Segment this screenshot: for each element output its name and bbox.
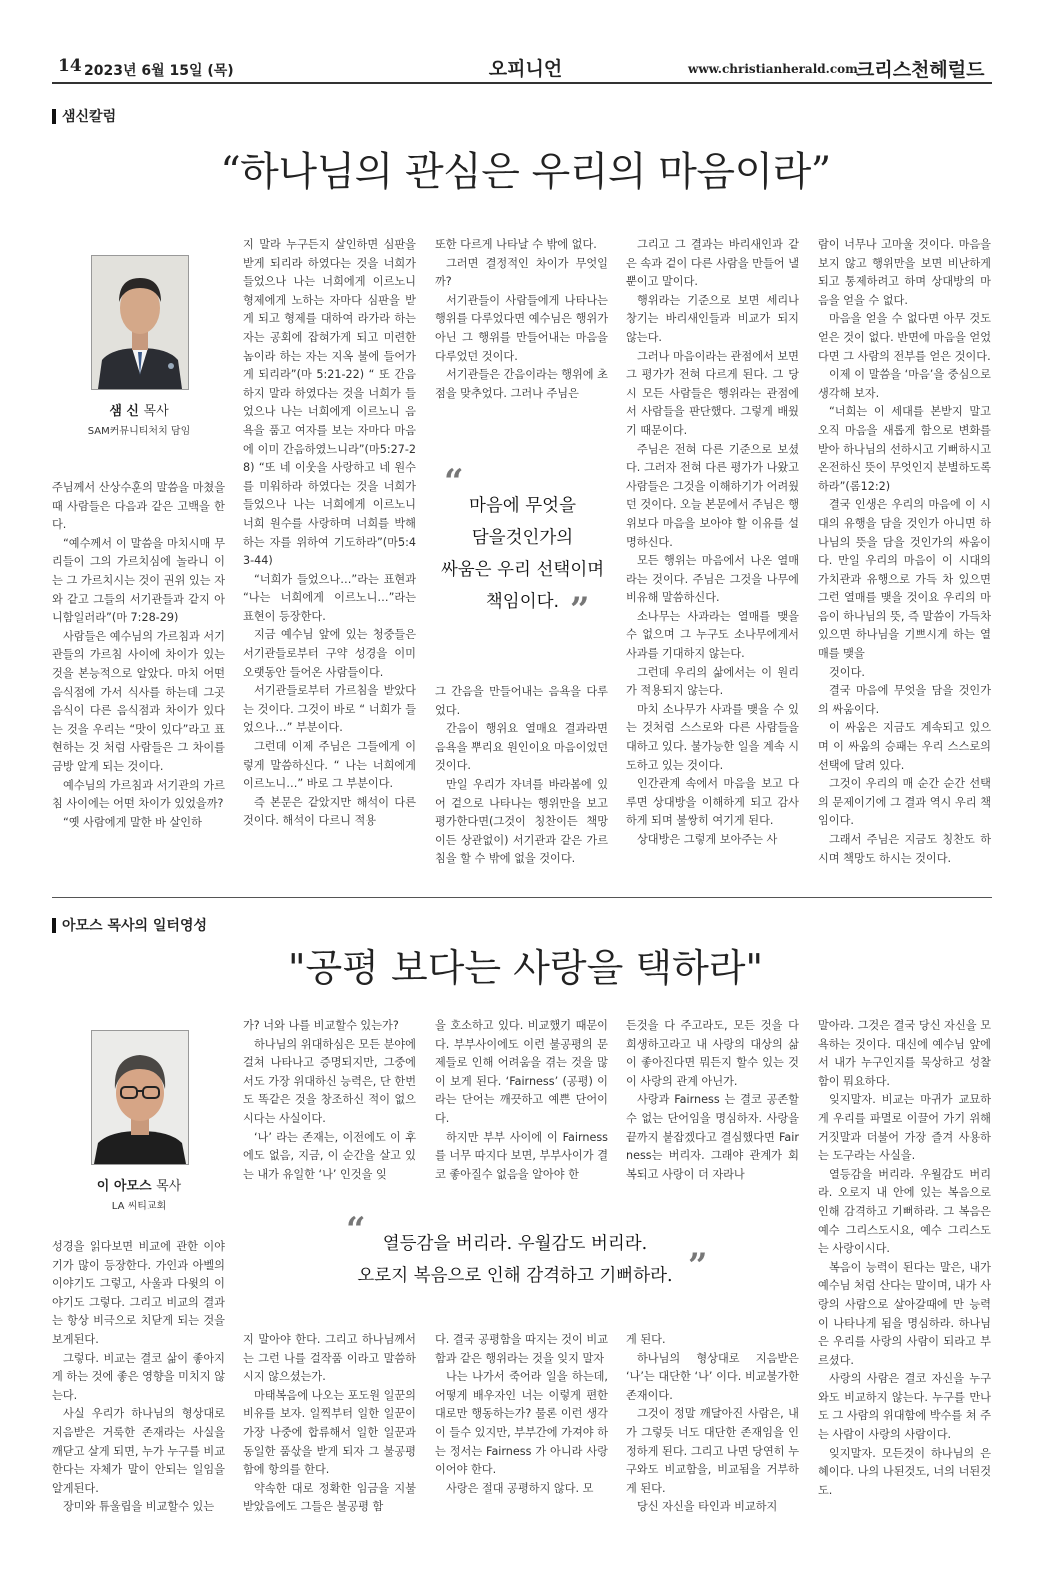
- article1-column-3-bottom: 그 간음을 만들어내는 음욕을 다루었다. 간음이 행위요 열매요 결과라면 음욕을 뿌리요 원인이요 마음이었던 것이다. 만일 우리가 자녀를 바라봄에 있어 겉으로 나타나는 행위만을 보고 평가한다면(그것이 칭찬이든 책망이든 상관없이) 서기관과 같은 가르침을 할 수 밖에 없을 것이다.: [435, 685, 608, 866]
- article1-column-5: 람이 너무나 고마울 것이다. 마음을 보지 않고 행위만을 보면 비난하게 되고 통제하려고 하며 상대방의 마음을 얻을 수 없다. 마음을 얻을 수 없다면 아무 것도 얻은 것이 없다. 반면에 마음을 얻었다면 그 사람의 전부를 얻은 것이다. 이제 이 말씀을 ‘마음’을 중심으로 생각해 보자. “너희는 이 세대를 본받지 말고 오직 마음을 새롭게 함으로 변화를 받아 하나님의 선하시고 기뻐하시고 온전하신 뜻이 무엇인지 분별하도록 하라”(롬12:2) 결국 인생은 우리의 마음에 이 시대의 유행을 담을 것인가 아니면 하나님의 뜻을 담을 것인가의 싸움이다. 만일 우리의 마음이 이 시대의 가치관과 유행으로 가득 차 있으면 그런 열매를 맺을 것이요 우리의 마음이 하나님의 뜻, 즉 말씀이 가득차 있으면 하나님을 기쁘시게 하는 열매를 맺을 것이다. 결국 마음에 무엇을 담을 것인가의 싸움이다. 이 싸움은 지금도 계속되고 있으며 이 싸움의 승패는 우리 스스로의 선택에 달려 있다. 그것이 우리의 매 순간 순간 선택의 문제이기에 그 결과 역시 우리 책임이다. 그래서 주님은 지금도 칭찬도 하시며 책망도 하시는 것이다.: [818, 238, 991, 865]
- close-quote-icon: ”: [570, 590, 590, 630]
- author-photo: [91, 255, 189, 390]
- author2-name: 이 아모스 목사: [96, 1179, 182, 1194]
- article2-column-2-bottom: 지 말아야 한다. 그리고 하나님께서는 그런 나를 걸작품 이라고 말씀하시지 않으셨는가. 마태복음에 나오는 포도원 일꾼의 비유를 보자. 일찍부터 일한 일꾼이 가장 나중에 합류해서 일한 일꾼과 동일한 품삯을 받게 되자 그 불공평함에 항의를 한다. 약속한 대로 정확한 임금을 지불 받았음에도 그들은 불공평 함: [243, 1333, 416, 1514]
- author-affiliation: SAM커뮤니티처치 담임: [87, 426, 191, 437]
- close-quote-icon-2: ”: [688, 1246, 708, 1286]
- column-kicker-2: 아모스 목사의 일터영성: [52, 915, 207, 935]
- author2-affiliation: LA 씨티교회: [111, 1201, 167, 1212]
- column-kicker: 샘신칼럼: [52, 106, 116, 126]
- article2-headline: "공평 보다는 사랑을 택하라": [288, 946, 763, 990]
- author-name: 샘 신 목사: [109, 404, 169, 419]
- article2-column-4-top: 든것을 다 주고라도, 모든 것을 다 희생하고라고 내 사랑의 대상의 삶이 좋아진다면 뭐든지 할수 있는 것이 사랑의 관계 아닌가. 사랑과 Fairness 는 결코 공존할수 없는 단어임을 명심하자. 사랑을 끝까지 붙잡겠다고 결심했다면 Fairness는 버리자. 그래야 관계가 회복되고 사랑이 더 자라나: [626, 1019, 799, 1181]
- publication-name: 크리스천헤럴드: [856, 59, 985, 81]
- open-quote-icon: “: [444, 462, 464, 502]
- article1-column-4: 그리고 그 결과는 바리새인과 같은 속과 겉이 다른 사람을 만들어 낼 뿐이고 말이다. 행위라는 기준으로 보면 세리나 창기는 바리새인들과 비교가 되지 않는다. 그러나 마음이라는 관점에서 보면 그 평가가 전혀 다르게 된다. 그 당시 모든 사람들은 행위라는 관점에서 사람들을 판단했다. 그렇게 배웠기 때문이다. 주님은 전혀 다른 기준으로 보셨다. 그러자 전혀 다른 평가가 나왔고 사람들은 그것을 이해하기가 어려웠던 것이다. 오늘 본문에서 주님은 행위보다 마음을 보아야 할 이유를 설명하신다. 모든 행위는 마음에서 나온 열매라는 것이다. 주님은 그것을 나무에 비유해 말씀하신다. 소나무는 사과라는 열매를 맺을 수 없으며 그 누구도 소나무에게서 사과를 기대하지 않는다. 그런데 우리의 삶에서는 이 원리가 적용되지 않는다. 마치 소나무가 사과를 맺을 수 있는 것처럼 스스로와 다른 사람들을 대하고 있다. 불가능한 일을 계속 시도하고 있는 것이다. 인간관계 속에서 마음을 보고 다루면 상대방을 이해하게 되고 감사하게 되며 불쌍히 여기게 된다. 상대방은 그렇게 보아주는 사: [626, 238, 799, 846]
- article2-column-3-top: 을 호소하고 있다. 비교했기 때문이다. 부부사이에도 이런 불공평의 문제들로 인해 어려움을 겪는 것을 많이 보게 된다. ‘Fairness’ (공평) 이라는 단어는 깨끗하고 예쁜 단어이다. 하지만 부부 사이에 이 Fairness를 너무 따지다 보면, 부부사이가 결코 좋아질수 없음을 알아야 한: [435, 1019, 608, 1181]
- issue-date: 2023년 6월 15일 (목): [84, 63, 234, 79]
- article-headline: “하나님의 관심은 우리의 마음이라”: [220, 149, 831, 195]
- article1-column-3-top: 또한 다르게 나타날 수 밖에 없다. 그러면 결정적인 차이가 무엇일까? 서기관들이 사람들에게 나타나는 행위를 다루었다면 예수님은 행위가 아닌 그 행위를 만들어내는 마음을 다루었던 것이다. 서기관들은 간음이라는 행위에 초점을 맞추었다. 그러나 주님은: [435, 238, 608, 400]
- page-number: 14: [58, 56, 82, 76]
- article1-column-2: 지 말라 누구든지 살인하면 심판을 받게 되리라 하였다는 것을 너희가 들었으나 나는 너희에게 이르노니 형제에게 노하는 자마다 심판을 받게 되고 형제를 대하여 라가라 하는 자는 공회에 잡혀가게 되고 미련한 놈이라 하는 자는 지옥 불에 들어가게 되리라”(마 5:21-22) “ 또 간음하지 말라 하였다는 것을 너희가 들었으나 나는 너희에게 이르노니 음욕을 품고 여자를 보는 자마다 마음에 이미 간음하였느니라”(마5:27-28) “또 네 이웃을 사랑하고 네 원수를 미워하라 하였다는 것을 너희가 들었으나 나는 너희에게 이르노니 너희 원수를 사랑하며 너희를 박해하는 자를 위하여 기도하라”(마5:43-44) “너희가 들었으나…”라는 표현과 “나는 너희에게 이르노니…”라는 표현이 등장한다. 지금 예수님 앞에 있는 청중들은 서기관들로부터 구약 성경을 이미 오랫동안 들어온 사람들이다. 서기관들로부터 가르침을 받았다는 것이다. 그것이 바로 “ 너희가 들었으나…” 부분이다. 그런데 이제 주님은 그들에게 이렇게 말씀하신다. “ 나는 너희에게 이르노니…” 바로 그 부분이다. 즉 본문은 같았지만 해석이 다른 것이다. 해석이 다르니 적용: [243, 238, 416, 828]
- article2-column-1: 성경을 읽다보면 비교에 관한 이야기가 많이 등장한다. 가인과 아벨의 이야기도 그렇고, 사울과 다윗의 이야기도 그렇다. 그리고 비교의 결과는 항상 비극으로 치닫게 되는 것을 보게된다. 그렇다. 비교는 결코 삶이 좋아지게 하는 것에 좋은 영향을 미치지 않는다. 사실 우리가 하나님의 형상대로 지음받은 거룩한 존재라는 사실을 깨닫고 살게 되면, 누가 누구를 비교 한다는 자체가 말이 안되는 일임을 알게된다. 장미와 튜울립을 비교할수 있는: [52, 1240, 225, 1514]
- open-quote-icon-2: “: [346, 1210, 366, 1250]
- author2-photo: [91, 1030, 189, 1165]
- article2-column-2-top: 가? 너와 나를 비교할수 있는가? 하나님의 위대하심은 모든 분야에 걸쳐 나타나고 증명되지만, 그중에서도 가장 위대하신 능력은, 단 한번도 똑같은 것을 창조하신 적이 없으시다는 사실이다. ‘나’ 라는 존재는, 이전에도 이 후에도 없음, 지금, 이 순간을 살고 있는 내가 유일한 ‘나’ 인것을 잊: [243, 1019, 416, 1181]
- pull-quote-2: 열등감을 버리라. 우월감도 버리라. 오로지 복음으로 인해 감격하고 기뻐하라.: [357, 1234, 673, 1286]
- article2-column-4-bottom: 게 된다. 하나님의 형상대로 지음받은 ‘나’는 대단한 ‘나’ 이다. 비교불가한 존재이다. 그것이 정말 깨달아진 사람은, 내가 그렇듯 너도 대단한 존재임을 인정하게 된다. 그리고 나면 당연히 누구와도 비교함을, 비교됨을 거부하게 된다. 당신 자신을 타인과 비교하지: [626, 1333, 799, 1514]
- article-divider: [52, 897, 992, 898]
- pull-quote: 마음에 무엇을 담을것인가의 싸움은 우리 선택이며 책임이다.: [440, 496, 605, 612]
- masthead-rule: [52, 82, 992, 84]
- section-title: 오피니언: [488, 58, 563, 80]
- article2-column-5: 말아라. 그것은 결국 당신 자신을 모욕하는 것이다. 대신에 예수님 앞에서 내가 누구인지를 묵상하고 성찰함이 뭐요하다. 잊지말자. 비교는 마귀가 교묘하게 우리를 파멸로 이끌어 가기 위해 거짓말과 더불어 가장 즐겨 사용하는 도구라는 사실을. 열등감을 버리라. 우월감도 버리라. 오로지 내 안에 있는 복음으로 인해 감격하고 기뻐하라. 그 복음은 예수 그리스도시요, 예수 그리스도는 사랑이시다. 복음이 능력이 된다는 말은, 내가 예수님 처럼 산다는 말이며, 내가 사랑의 사람으로 살아갈때에 만 능력이 나타나게 됨을 명심하라. 하나님은 우리를 사랑의 사람이 되라고 부르셨다. 사랑의 사람은 결코 자신을 누구와도 비교하지 않는다. 누구를 만나도 그 사람의 위대함에 박수를 쳐 주는 사람이 사랑의 사람이다. 잊지말자. 모든것이 하나님의 은혜이다. 나의 나된것도, 너의 너된것도.: [818, 1019, 991, 1497]
- article2-column-3-bottom: 다. 결국 공평함을 따지는 것이 비교함과 같은 행위라는 것을 잊지 말자 나는 나가서 죽어라 일을 하는데, 어떻게 배우자인 너는 이렇게 편한대로만 행동하는가? 물론 이런 생각이 들수 있지만, 부부간에 가져야 하는 정서는 Fairness 가 아니라 사랑 이어야 한다. 사랑은 절대 공평하지 않다. 모: [435, 1333, 608, 1495]
- article1-column-1: 주님께서 산상수훈의 말씀을 마쳤을 때 사람들은 다음과 같은 고백을 한다. “예수께서 이 말씀을 마치시매 무리들이 그의 가르치심에 놀라니 이는 그 가르치시는 것이 권위 있는 자와 같고 그들의 서기관들과 같지 아니함일러라”(마 7:28-29) 사람들은 예수님의 가르침과 서기관들의 가르침 사이에 차이가 있는 것을 본능적으로 알았다. 마치 어떤 음식점에 가서 식사를 하는데 그곳 음식이 다른 음식점과 차이가 있다는 것을 우리는 “맛이 있다”라고 표현하는 것 처럼 사람들은 그 차이를 금방 알게 되는 것이다. 예수님의 가르침과 서기관의 가르침 사이에는 어떤 차이가 있었을까? “옛 사람에게 말한 바 살인하: [52, 481, 225, 829]
- website-url: www.christianherald.com: [688, 62, 858, 76]
